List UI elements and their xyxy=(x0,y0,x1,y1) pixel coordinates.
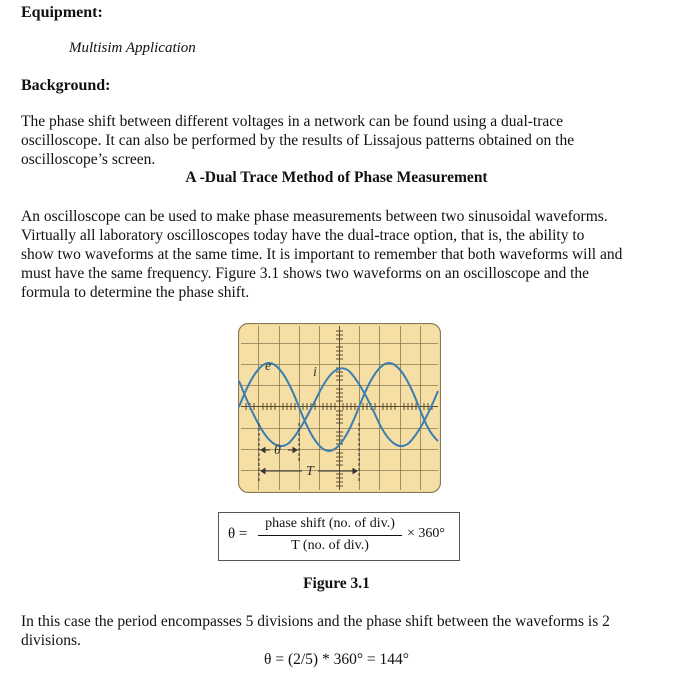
text-line: An oscilloscope can be used to make phase measurements between two sinusoidal waveforms. xyxy=(21,208,608,225)
equipment-heading: Equipment: xyxy=(21,4,103,21)
text-line: oscilloscope. It can also be performed by the results of Lissajous patterns obtained on the xyxy=(21,132,575,149)
background-paragraph xyxy=(21,112,574,169)
fraction-bar xyxy=(258,535,402,536)
text-line: must have the same frequency. Figure 3.1 shows two waveforms on an oscilloscope and the xyxy=(21,265,590,282)
text-line: The phase shift between different voltages in a network can be found using a dual-trace xyxy=(21,113,564,130)
phase-equation: θ = (2/5) * 360° = 144° xyxy=(264,651,409,668)
text-line: In this case the period encompasses 5 divisions and the phase shift between the waveforms is 2 xyxy=(21,613,610,630)
text-line: formula to determine the phase shift. xyxy=(21,284,250,301)
section-title: A -Dual Trace Method of Phase Measurement xyxy=(185,169,488,186)
formula-numerator: phase shift (no. of div.) xyxy=(265,516,395,531)
figure-caption: Figure 3.1 xyxy=(303,575,370,592)
label-i: i xyxy=(313,365,317,380)
text-line: show two waveforms at the same time. It is important to remember that both waveforms will and xyxy=(21,246,623,263)
oscilloscope-screen xyxy=(238,323,441,493)
text-line: Virtually all laboratory oscilloscopes today have the dual-trace option, that is, the ability to xyxy=(21,227,585,244)
label-theta: θ xyxy=(274,443,281,458)
label-e: e xyxy=(265,359,272,374)
text-line: divisions. xyxy=(21,632,81,649)
conclusion-paragraph xyxy=(21,612,610,650)
label-period: T xyxy=(306,464,314,479)
formula-denominator: T (no. of div.) xyxy=(291,538,369,553)
text-line: oscilloscope’s screen. xyxy=(21,151,156,168)
formula-lhs: θ = xyxy=(228,526,248,542)
equipment-item: Multisim Application xyxy=(69,40,196,56)
background-heading: Background: xyxy=(21,77,111,94)
formula-factor: × 360° xyxy=(407,526,445,541)
section-paragraph xyxy=(21,207,622,302)
phase-formula xyxy=(218,512,460,561)
